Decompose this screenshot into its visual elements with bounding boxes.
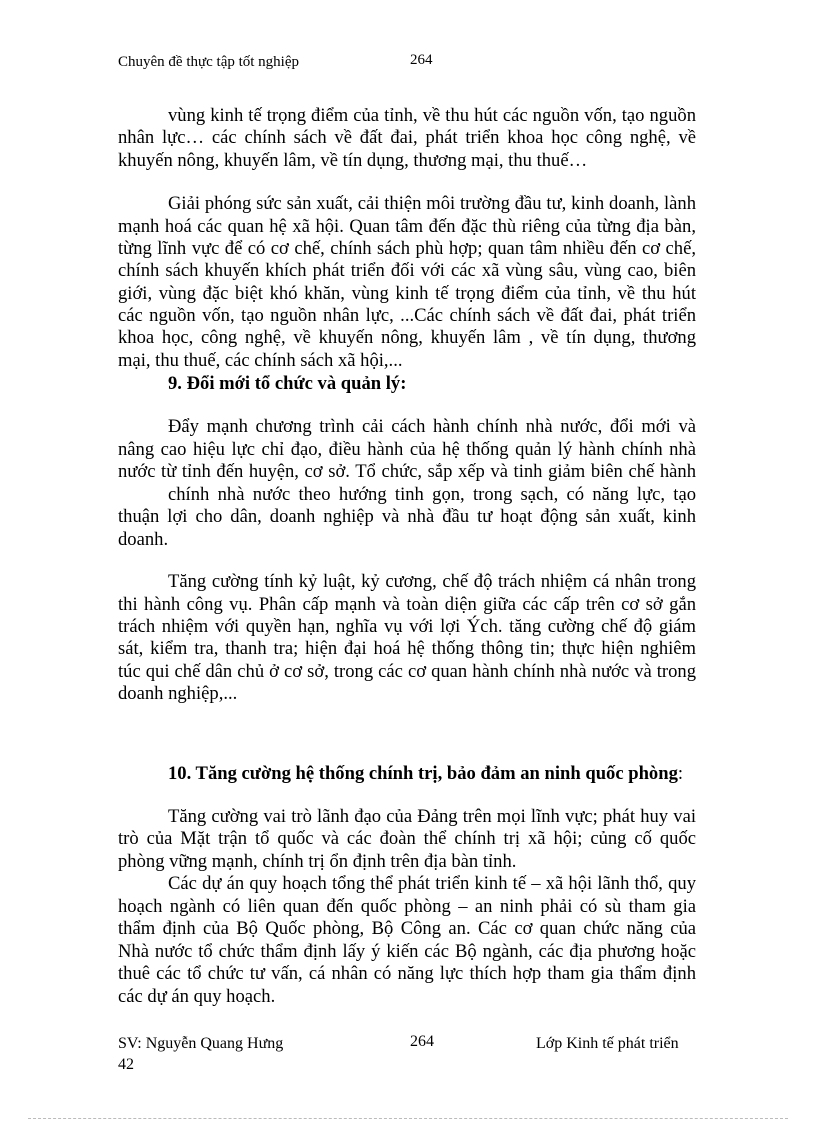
text-line: giới, vùng đặc biệt khó khăn, vùng kinh tế trọng điểm của tỉnh, về thu hút <box>118 283 696 304</box>
text-line: các nguồn vốn, tạo nguồn nhân lực, ...Các chính sách về đất đai, phát triển <box>118 305 696 326</box>
text-line: mại, thu thuế, các chính sách xã hội,... <box>118 350 403 371</box>
text-line: Giải phóng sức sản xuất, cải thiện môi trường đầu tư, kinh doanh, lành <box>168 193 696 214</box>
text-line: phòng vững mạnh, chính trị ổn định trên địa bàn tỉnh. <box>118 851 517 872</box>
text-line: doanh nghiệp,... <box>118 683 238 704</box>
text-line: nước từ tỉnh đến huyện, cơ sở. Tổ chức, sắp xếp và tinh giảm biên chế hành <box>118 461 696 482</box>
text-line: Đẩy mạnh chương trình cải cách hành chính nhà nước, đổi mới và <box>168 416 696 437</box>
section-heading-9: 9. Đổi mới tổ chức và quản lý: <box>168 373 407 394</box>
footer-student: SV: Nguyễn Quang Hưng <box>118 1035 284 1052</box>
footer-sub-number: 42 <box>118 1056 134 1073</box>
text-line: thuê các tổ chức tư vấn, cá nhân có năng lực thích hợp tham gia thẩm định <box>118 963 696 984</box>
text-line: vùng kinh tế trọng điểm của tỉnh, về thu hút các nguồn vốn, tạo nguồn <box>168 105 696 126</box>
section-heading-10-colon: : <box>677 763 684 784</box>
text-line: khuyến nông, khuyến lâm, về tín dụng, thương mại, thu thuế… <box>118 150 588 171</box>
header-page-number: 264 <box>410 52 433 68</box>
text-line: sát, kiểm tra, thanh tra; hiện đại hoá hệ thống thông tin; thực hiện nghiêm <box>118 638 696 659</box>
text-line: chính sách khuyến khích phát triển đối với các xã vùng sâu, vùng cao, biên <box>118 260 696 281</box>
text-line: nhân lực… các chính sách về đất đai, phát triển khoa học công nghệ, về <box>118 127 696 148</box>
text-line: các dự án quy hoạch. <box>118 986 276 1007</box>
text-line: nâng cao hiệu lực chỉ đạo, điều hành của hệ thống quản lý hành chính nhà <box>118 439 696 460</box>
text-line: mạnh hoá các quan hệ xã hội. Quan tâm đến đặc thù riêng của từng địa bàn, <box>118 216 696 237</box>
section-heading-10 <box>168 763 683 785</box>
text-line: doanh. <box>118 529 169 550</box>
footer-class: Lớp Kinh tế phát triển <box>536 1035 679 1052</box>
text-line: chính nhà nước theo hướng tinh gọn, trong sạch, có năng lực, tạo <box>168 484 696 505</box>
text-line: Các dự án quy hoạch tổng thể phát triển kinh tế – xã hội lãnh thổ, quy <box>168 873 696 894</box>
text-line: Tăng cường tính kỷ luật, kỷ cương, chế độ trách nhiệm cá nhân trong <box>168 571 696 592</box>
section-heading-10-text: 10. Tăng cường hệ thống chính trị, bảo đảm an ninh quốc phòng <box>168 763 678 784</box>
text-line: túc qui chế dân chủ ở cơ sở, trong các cơ quan hành chính nhà nước và trong <box>118 661 696 682</box>
header-title: Chuyên đề thực tập tốt nghiệp <box>118 54 300 70</box>
text-line: trò của Mặt trận tổ quốc và các đoàn thể chính trị xã hội; củng cố quốc <box>118 828 696 849</box>
text-line: thi hành công vụ. Phân cấp mạnh và toàn diện giữa các cấp trên cơ sở gắn <box>118 594 696 615</box>
text-line: hoạch ngành có liên quan đến quốc phòng – an ninh phải có sù tham gia <box>118 896 696 917</box>
text-line: Tăng cường vai trò lãnh đạo của Đảng trên mọi lĩnh vực; phát huy vai <box>168 806 696 827</box>
page-divider <box>28 1118 788 1119</box>
text-line: thuận lợi cho dân, doanh nghiệp và nhà đầu tư hoạt động sản xuất, kinh <box>118 506 696 527</box>
text-line: thẩm định của Bộ Quốc phòng, Bộ Công an. Các cơ quan chức năng của <box>118 918 696 939</box>
text-line: Nhà nước tổ chức thẩm định lấy ý kiến các Bộ ngành, các địa phương hoặc <box>118 941 696 962</box>
text-line: khoa học, công nghệ, về khuyến nông, khuyến lâm , về tín dụng, thương <box>118 327 696 348</box>
footer-page-number: 264 <box>410 1033 434 1050</box>
text-line: từng lĩnh vực để có cơ chế, chính sách phù hợp; quan tâm nhiều đến cơ chế, <box>118 238 696 259</box>
text-line: trách nhiệm với quyền hạn, nghĩa vụ với lợi Ých. tăng cường chế độ giám <box>118 616 696 637</box>
